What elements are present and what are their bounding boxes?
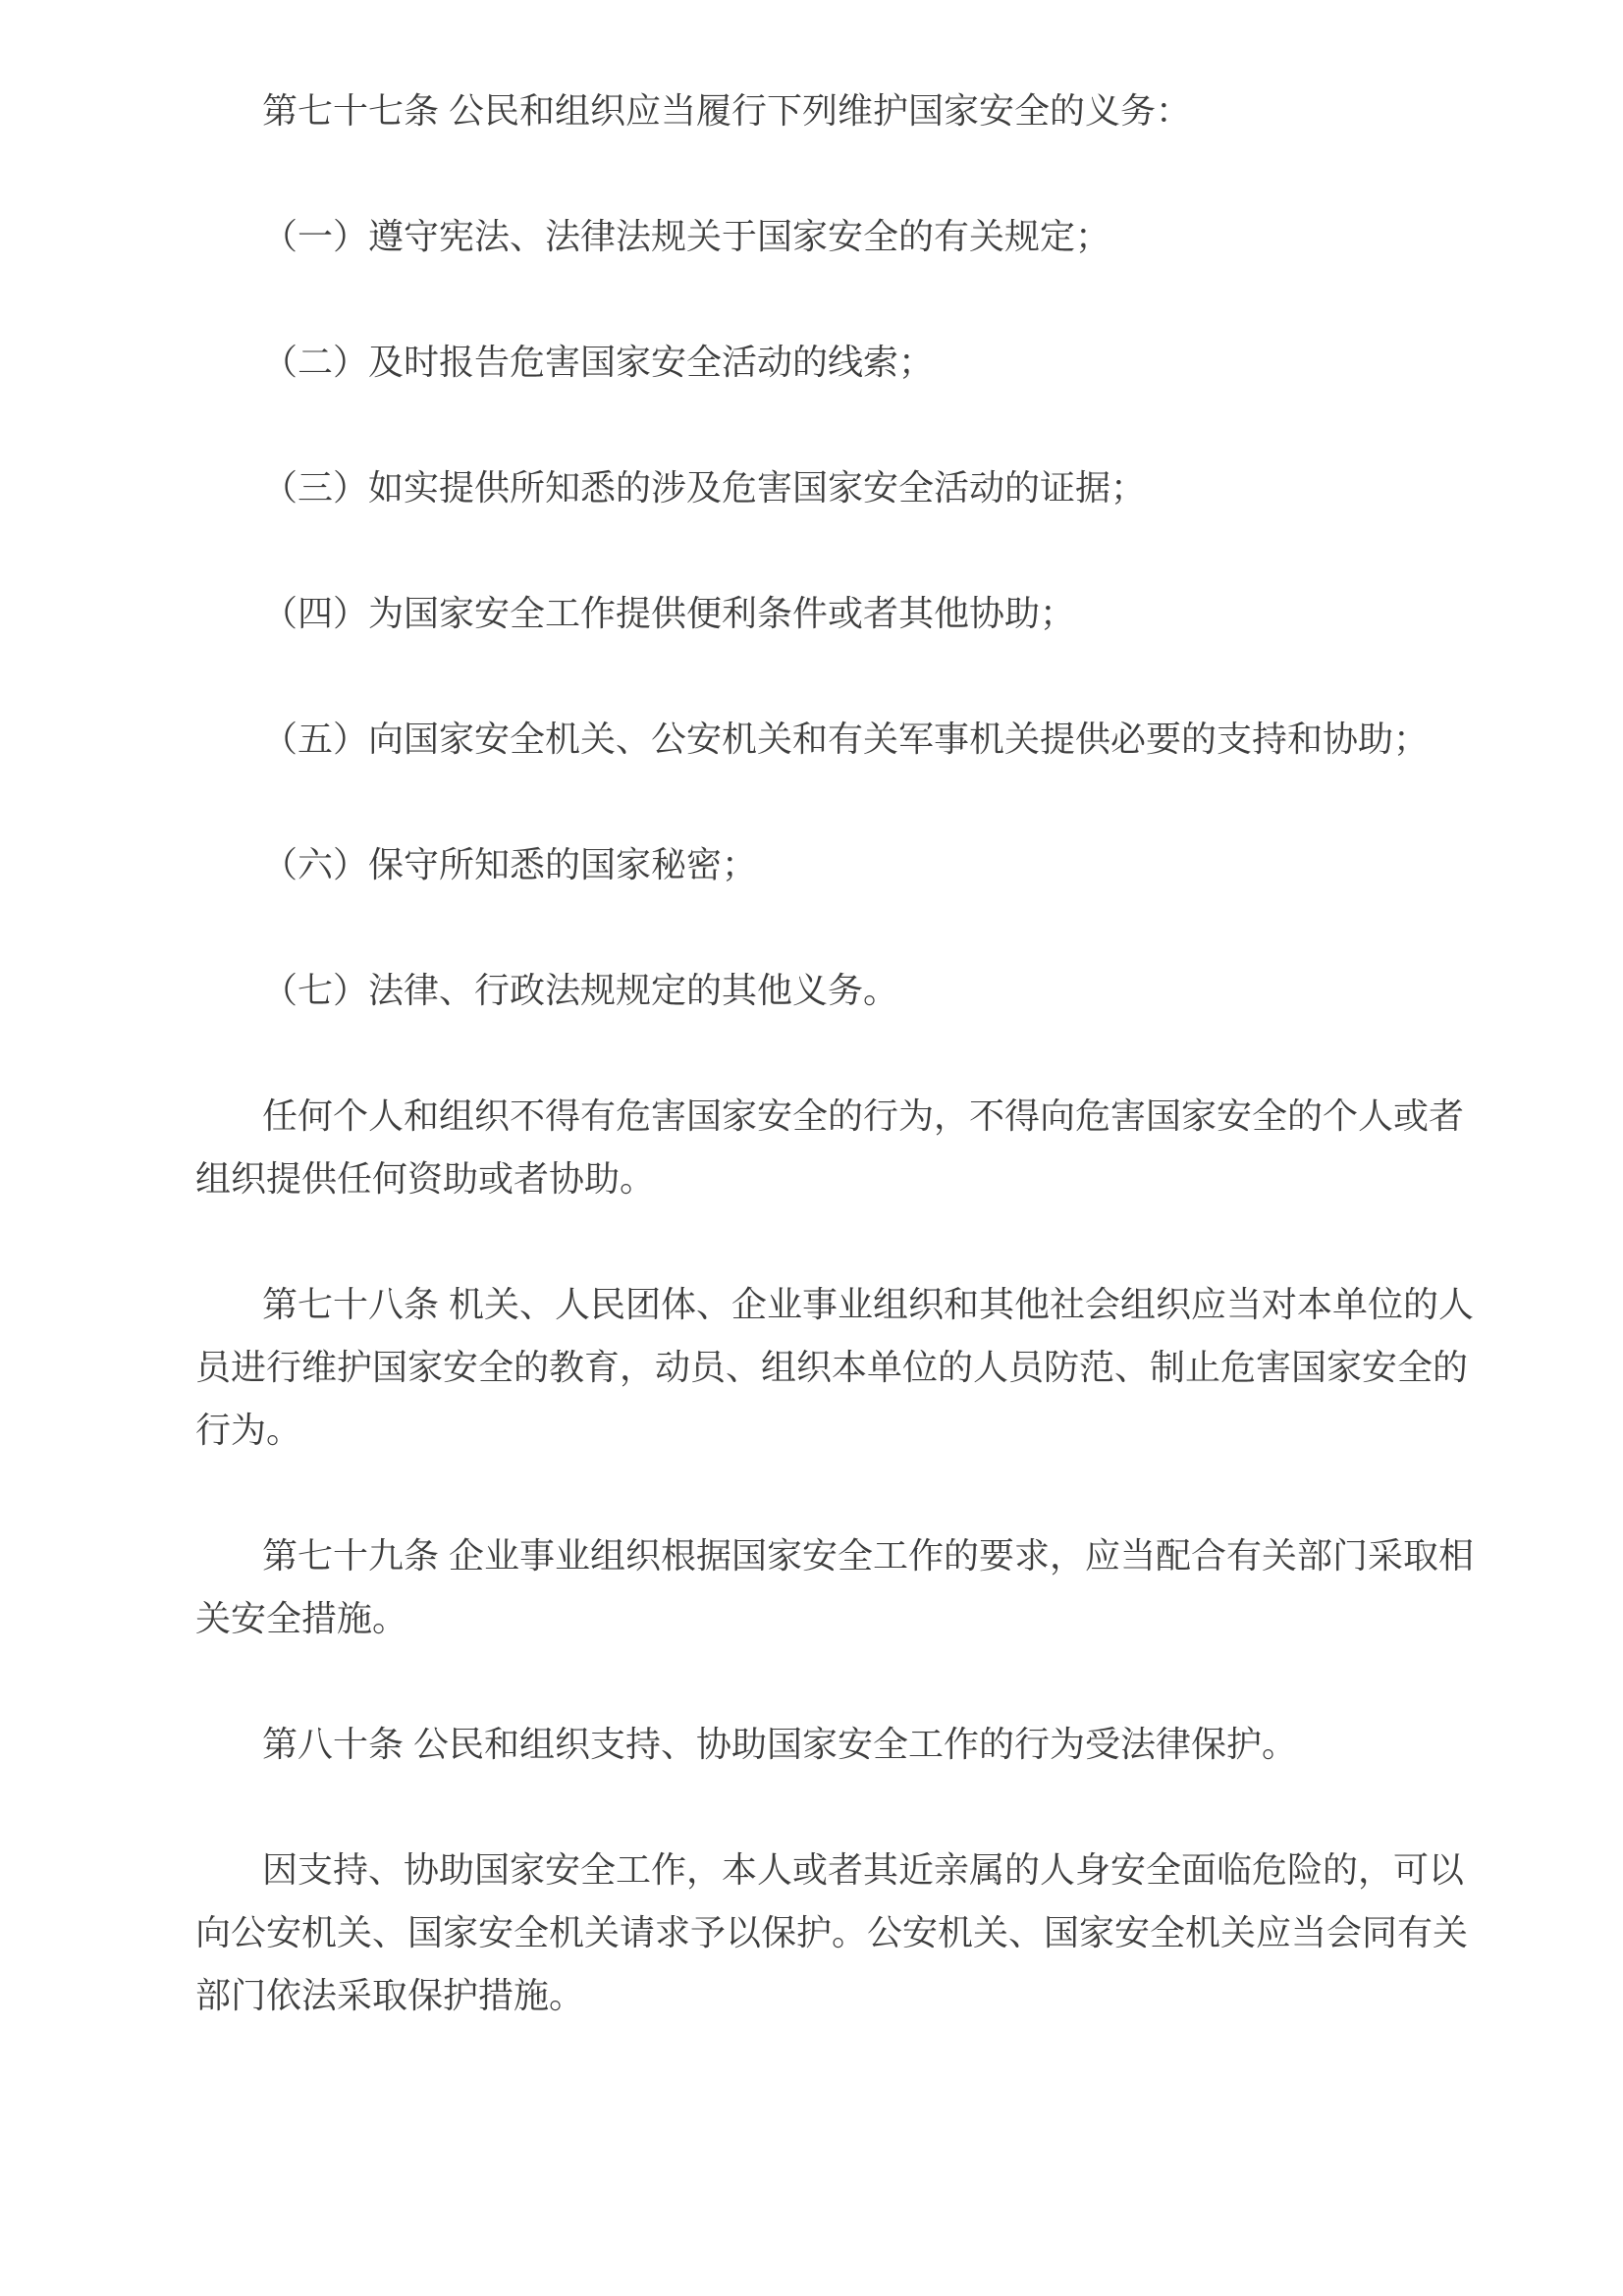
document-body: [195, 80, 1475, 2027]
paragraph: [195, 1273, 1475, 1462]
paragraph-first-line: 因支持、协助国家安全工作，本人或者其近亲属的人身安全面临危险的，可以: [262, 1849, 1465, 1890]
paragraph: [195, 708, 1441, 771]
paragraph-line: 行为。: [195, 1410, 302, 1450]
paragraph-line: 员进行维护国家安全的教育，动员、组织本单位的人员防范、制止危害国家安全的: [195, 1347, 1469, 1387]
paragraph-first-line: 任何个人和组织不得有危害国家安全的行为，不得向危害国家安全的个人或者: [262, 1095, 1465, 1136]
paragraph: [195, 331, 1441, 394]
paragraph-line: 关安全措施。: [195, 1598, 408, 1638]
paragraph: [195, 1713, 1441, 1776]
paragraph: [195, 456, 1441, 519]
paragraph: [195, 833, 1441, 896]
paragraph-first-line: （二）及时报告危害国家安全活动的线索；: [262, 342, 935, 382]
paragraph: [195, 959, 1441, 1022]
paragraph-first-line: （四）为国家安全工作提供便利条件或者其他协助；: [262, 593, 1076, 633]
paragraph: [195, 80, 1441, 142]
paragraph-first-line: （七）法律、行政法规规定的其他义务。: [262, 970, 899, 1010]
paragraph-first-line: 第七十九条 企业事业组织根据国家安全工作的要求，应当配合有关部门采取相: [262, 1535, 1475, 1575]
paragraph-line: 部门依法采取保护措施。: [195, 1975, 585, 2015]
paragraph-first-line: 第七十七条 公民和组织应当履行下列维护国家安全的义务：: [262, 90, 1192, 131]
paragraph-first-line: （一）遵守宪法、法律法规关于国家安全的有关规定；: [262, 216, 1111, 256]
paragraph: [195, 1839, 1469, 2027]
paragraph: [195, 205, 1441, 268]
paragraph-first-line: 第八十条 公民和组织支持、协助国家安全工作的行为受法律保护。: [262, 1724, 1298, 1764]
paragraph-first-line: （六）保守所知悉的国家秘密；: [262, 844, 758, 884]
paragraph-first-line: 第七十八条 机关、人民团体、企业事业组织和其他社会组织应当对本单位的人: [262, 1284, 1475, 1324]
paragraph-line: 组织提供任何资助或者协助。: [195, 1158, 656, 1199]
paragraph-line: 向公安机关、国家安全机关请求予以保护。公安机关、国家安全机关应当会同有关: [195, 1912, 1469, 1952]
paragraph: [195, 1524, 1475, 1650]
paragraph-first-line: （五）向国家安全机关、公安机关和有关军事机关提供必要的支持和协助；: [262, 719, 1430, 759]
paragraph-first-line: （三）如实提供所知悉的涉及危害国家安全活动的证据；: [262, 467, 1147, 507]
paragraph: [195, 1085, 1465, 1210]
paragraph: [195, 582, 1441, 645]
